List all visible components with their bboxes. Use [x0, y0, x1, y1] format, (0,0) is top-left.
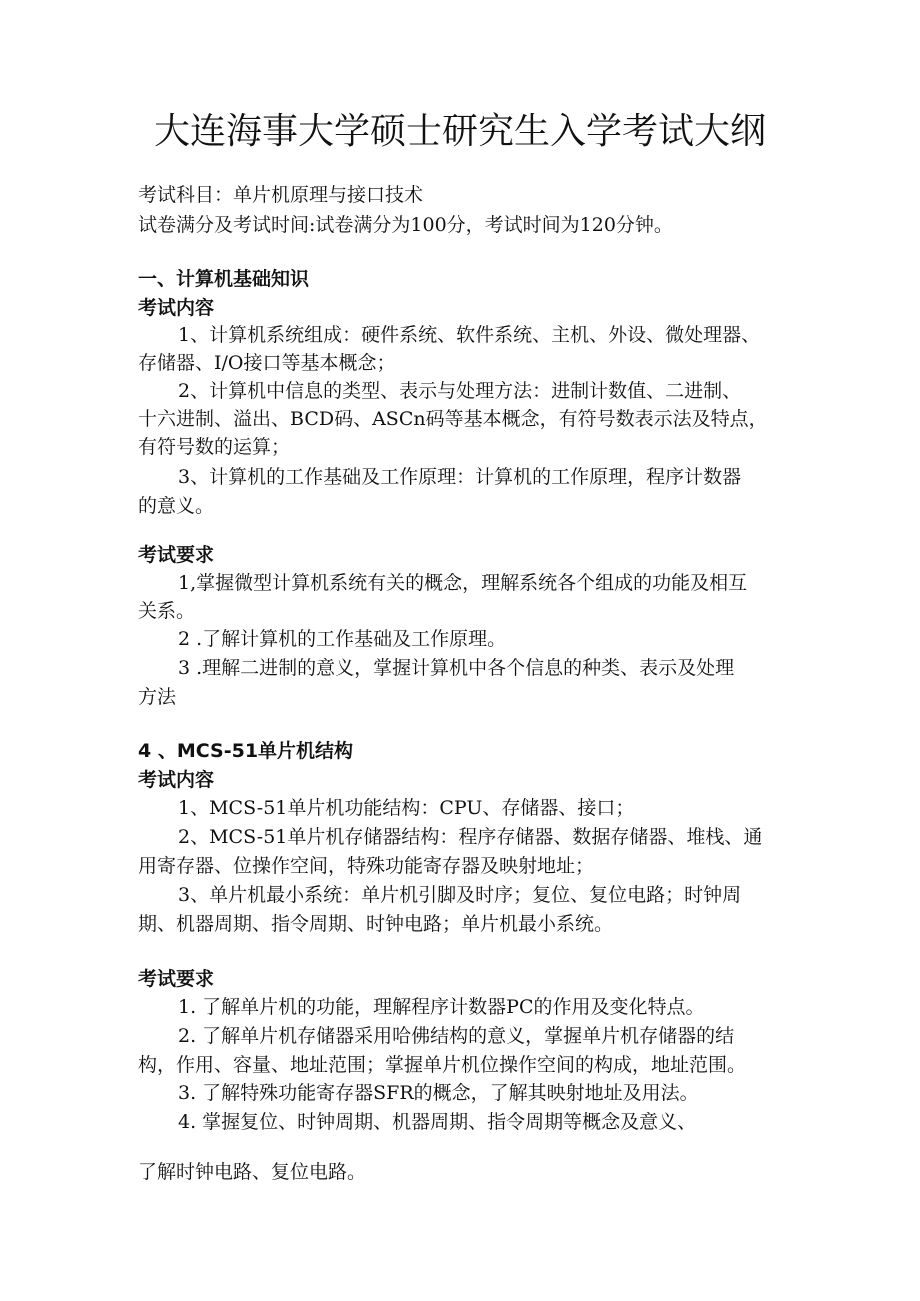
section2-requirement-line: 1. 了解单片机的功能，理解程序计数器PC的作用及变化特点。 — [178, 996, 705, 1018]
section1-content-line: 2、计算机中信息的类型、表示与处理方法：进制计数值、二进制、 — [178, 380, 742, 402]
section2-requirement-line: 2. 了解单片机存储器采用哈佛结构的意义，掌握单片机存储器的结 — [178, 1025, 735, 1047]
section1-content-line: 1、计算机系统组成：硬件系统、软件系统、主机、外设、微处理器、 — [178, 324, 761, 346]
section2-content-line: 1、MCS-51单片机功能结构：CPU、存储器、接口； — [178, 797, 635, 819]
section2-requirement-line: 3. 了解特殊功能寄存器SFR的概念，了解其映射地址及用法。 — [178, 1082, 699, 1104]
section1-content-line: 的意义。 — [138, 495, 215, 517]
section1-content-line: 十六进制、溢出、BCD码、ASCn码等基本概念，有符号数表示法及特点， — [138, 408, 768, 430]
section1-requirements-heading: 考试要求 — [138, 544, 215, 566]
subject-line: 考试科目：单片机原理与接口技术 — [138, 184, 424, 206]
section2-content-heading: 考试内容 — [138, 769, 215, 791]
section1-requirement-line: 方法 — [138, 686, 177, 708]
section2-content-line: 2、MCS-51单片机存储器结构：程序存储器、数据存储器、堆栈、通 — [178, 826, 763, 848]
section2-content-line: 期、机器周期、指令周期、时钟电路；单片机最小系统。 — [138, 913, 614, 935]
section1-requirement-line: 1,掌握微型计算机系统有关的概念，理解系统各个组成的功能及相互 — [178, 572, 748, 594]
section1-requirement-line: 2 .了解计算机的工作基础及工作原理。 — [178, 628, 507, 650]
exam-time-line: 试卷满分及考试时间:试卷满分为100分，考试时间为120分钟。 — [138, 214, 673, 236]
section1-content-line: 3、计算机的工作基础及工作原理：计算机的工作原理，程序计数器 — [178, 466, 742, 488]
section2-content-line: 3、单片机最小系统：单片机引脚及时序；复位、复位电路；时钟周 — [178, 884, 742, 906]
section2-requirement-line: 了解时钟电路、复位电路。 — [138, 1161, 367, 1183]
section1-requirement-line: 关系。 — [138, 600, 196, 622]
section1-content-line: 存储器、I/O接口等基本概念； — [138, 352, 396, 374]
page-title: 大连海事大学硕士研究生入学考试大纲 — [153, 111, 766, 152]
section2-requirements-heading: 考试要求 — [138, 968, 215, 990]
section1-content-heading: 考试内容 — [138, 297, 215, 319]
section2-heading: 4 、MCS-51单片机结构 — [138, 740, 354, 762]
section1-requirement-line: 3 .理解二进制的意义，掌握计算机中各个信息的种类、表示及处理 — [178, 657, 735, 679]
section2-content-line: 用寄存器、位操作空间，特殊功能寄存器及映射地址； — [138, 855, 595, 877]
section1-content-line: 有符号数的运算； — [138, 436, 291, 458]
section1-heading: 一、计算机基础知识 — [138, 268, 310, 290]
section2-requirement-line: 4. 掌握复位、时钟周期、机器周期、指令周期等概念及意义、 — [178, 1111, 697, 1133]
section2-requirement-line: 构，作用、容量、地址范围；掌握单片机位操作空间的构成，地址范围。 — [138, 1054, 747, 1076]
